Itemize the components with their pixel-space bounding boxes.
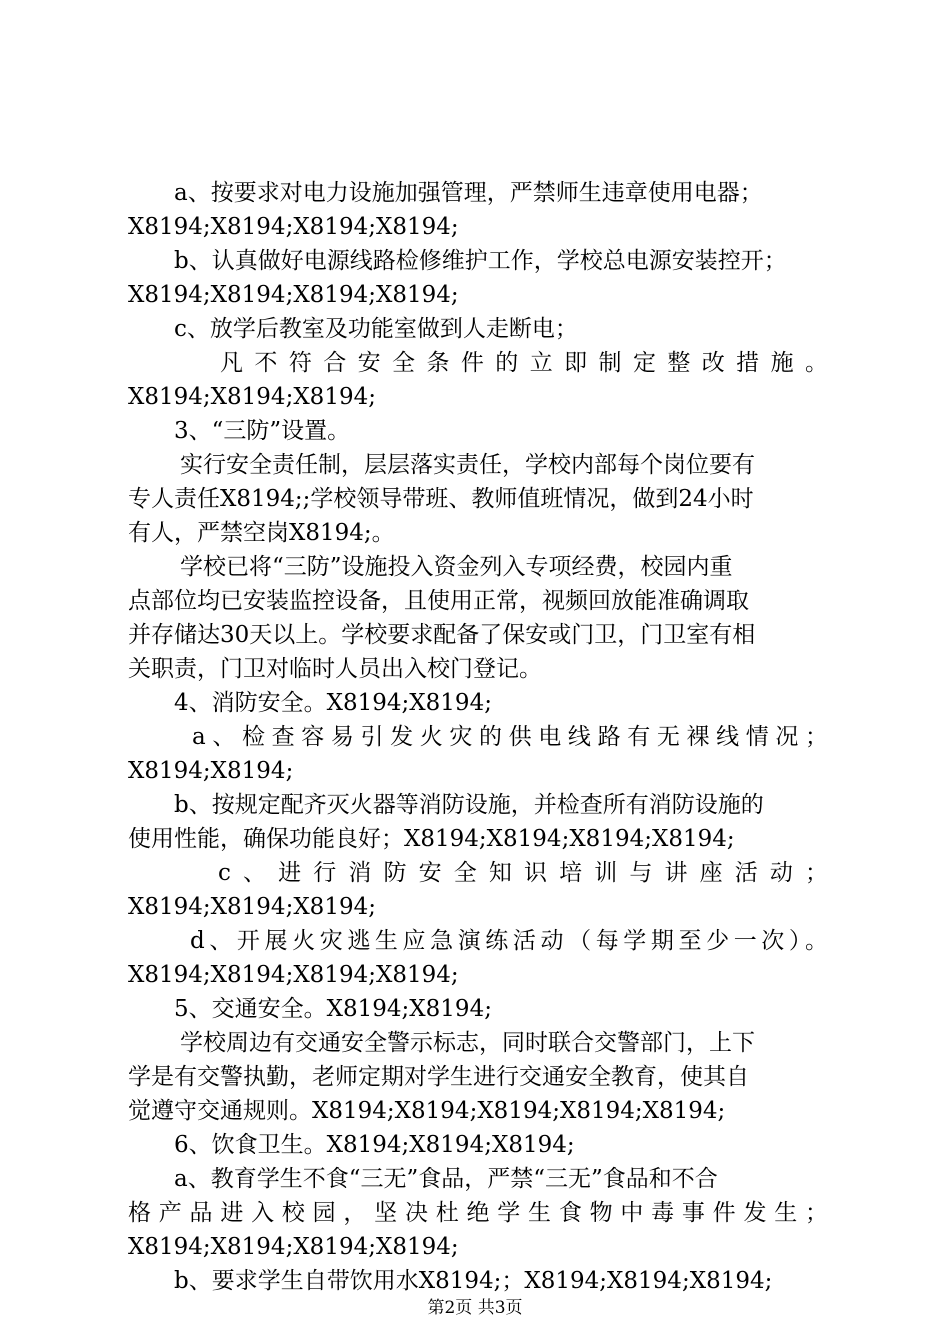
text-line: 凡不符合安全条件的立即制定整改措施。 <box>220 350 828 376</box>
text-line: X8194;X8194;X8194;X8194; <box>128 214 459 240</box>
text-line: 觉遵守交通规则。X8194;X8194;X8194;X8194;X8194; <box>128 1098 726 1124</box>
text-line: 实行安全责任制，层层落实责任，学校内部每个岗位要有 <box>180 452 755 478</box>
text-line: 专人责任X8194;;学校领导带班、教师值班情况，做到24小时 <box>128 486 754 512</box>
text-line: 学校已将“三防”设施投入资金列入专项经费，校园内重 <box>180 554 733 580</box>
text-line: a、检查容易引发火灾的供电线路有无裸线情况； <box>192 724 828 750</box>
section-heading: 5、交通安全。X8194;X8194; <box>174 996 492 1022</box>
text-line: 关职责，门卫对临时人员出入校门登记。 <box>128 656 542 682</box>
text-line: a、按要求对电力设施加强管理，严禁师生违章使用电器； <box>174 180 763 206</box>
text-line: X8194;X8194;X8194;X8194; <box>128 1234 459 1260</box>
text-line: 学是有交警执勤，老师定期对学生进行交通安全教育，使其自 <box>128 1064 749 1090</box>
page-footer: 第2页 共3页 <box>427 1298 523 1318</box>
text-line: X8194;X8194; <box>128 758 294 784</box>
text-line: c、放学后教室及功能室做到人走断电； <box>174 316 578 342</box>
text-line: X8194;X8194;X8194; <box>128 384 376 410</box>
section-heading: 3、“三防”设置。 <box>174 418 351 444</box>
text-line: X8194;X8194;X8194;X8194; <box>128 962 459 988</box>
section-heading: 6、饮食卫生。X8194;X8194;X8194; <box>174 1132 575 1158</box>
text-line: 并存储达30天以上。学校要求配备了保安或门卫，门卫室有相 <box>128 622 756 648</box>
text-line: 使用性能，确保功能良好；X8194;X8194;X8194;X8194; <box>128 826 735 852</box>
text-line: b、认真做好电源线路检修维护工作，学校总电源安装控开； <box>174 248 787 274</box>
text-line: 格产品进入校园，坚决杜绝学生食物中毒事件发生； <box>128 1200 828 1226</box>
text-line: a、教育学生不食“三无”食品，严禁“三无”食品和不合 <box>174 1166 718 1192</box>
text-line: X8194;X8194;X8194; <box>128 894 376 920</box>
text-line: b、要求学生自带饮用水X8194;；X8194;X8194;X8194; <box>174 1268 773 1294</box>
text-line: 点部位均已安装监控设备，且使用正常，视频回放能准确调取 <box>128 588 749 614</box>
text-line: X8194;X8194;X8194;X8194; <box>128 282 459 308</box>
section-heading: 4、消防安全。X8194;X8194; <box>174 690 492 716</box>
text-line: c、进行消防安全知识培训与讲座活动； <box>218 860 828 886</box>
text-line: b、按规定配齐灭火器等消防设施，并检查所有消防设施的 <box>174 792 764 818</box>
text-line: 有人，严禁空岗X8194;。 <box>128 520 395 546</box>
text-line: 学校周边有交通安全警示标志，同时联合交警部门，上下 <box>180 1030 755 1056</box>
text-line: d、开展火灾逃生应急演练活动（每学期至少一次）。 <box>190 928 828 954</box>
